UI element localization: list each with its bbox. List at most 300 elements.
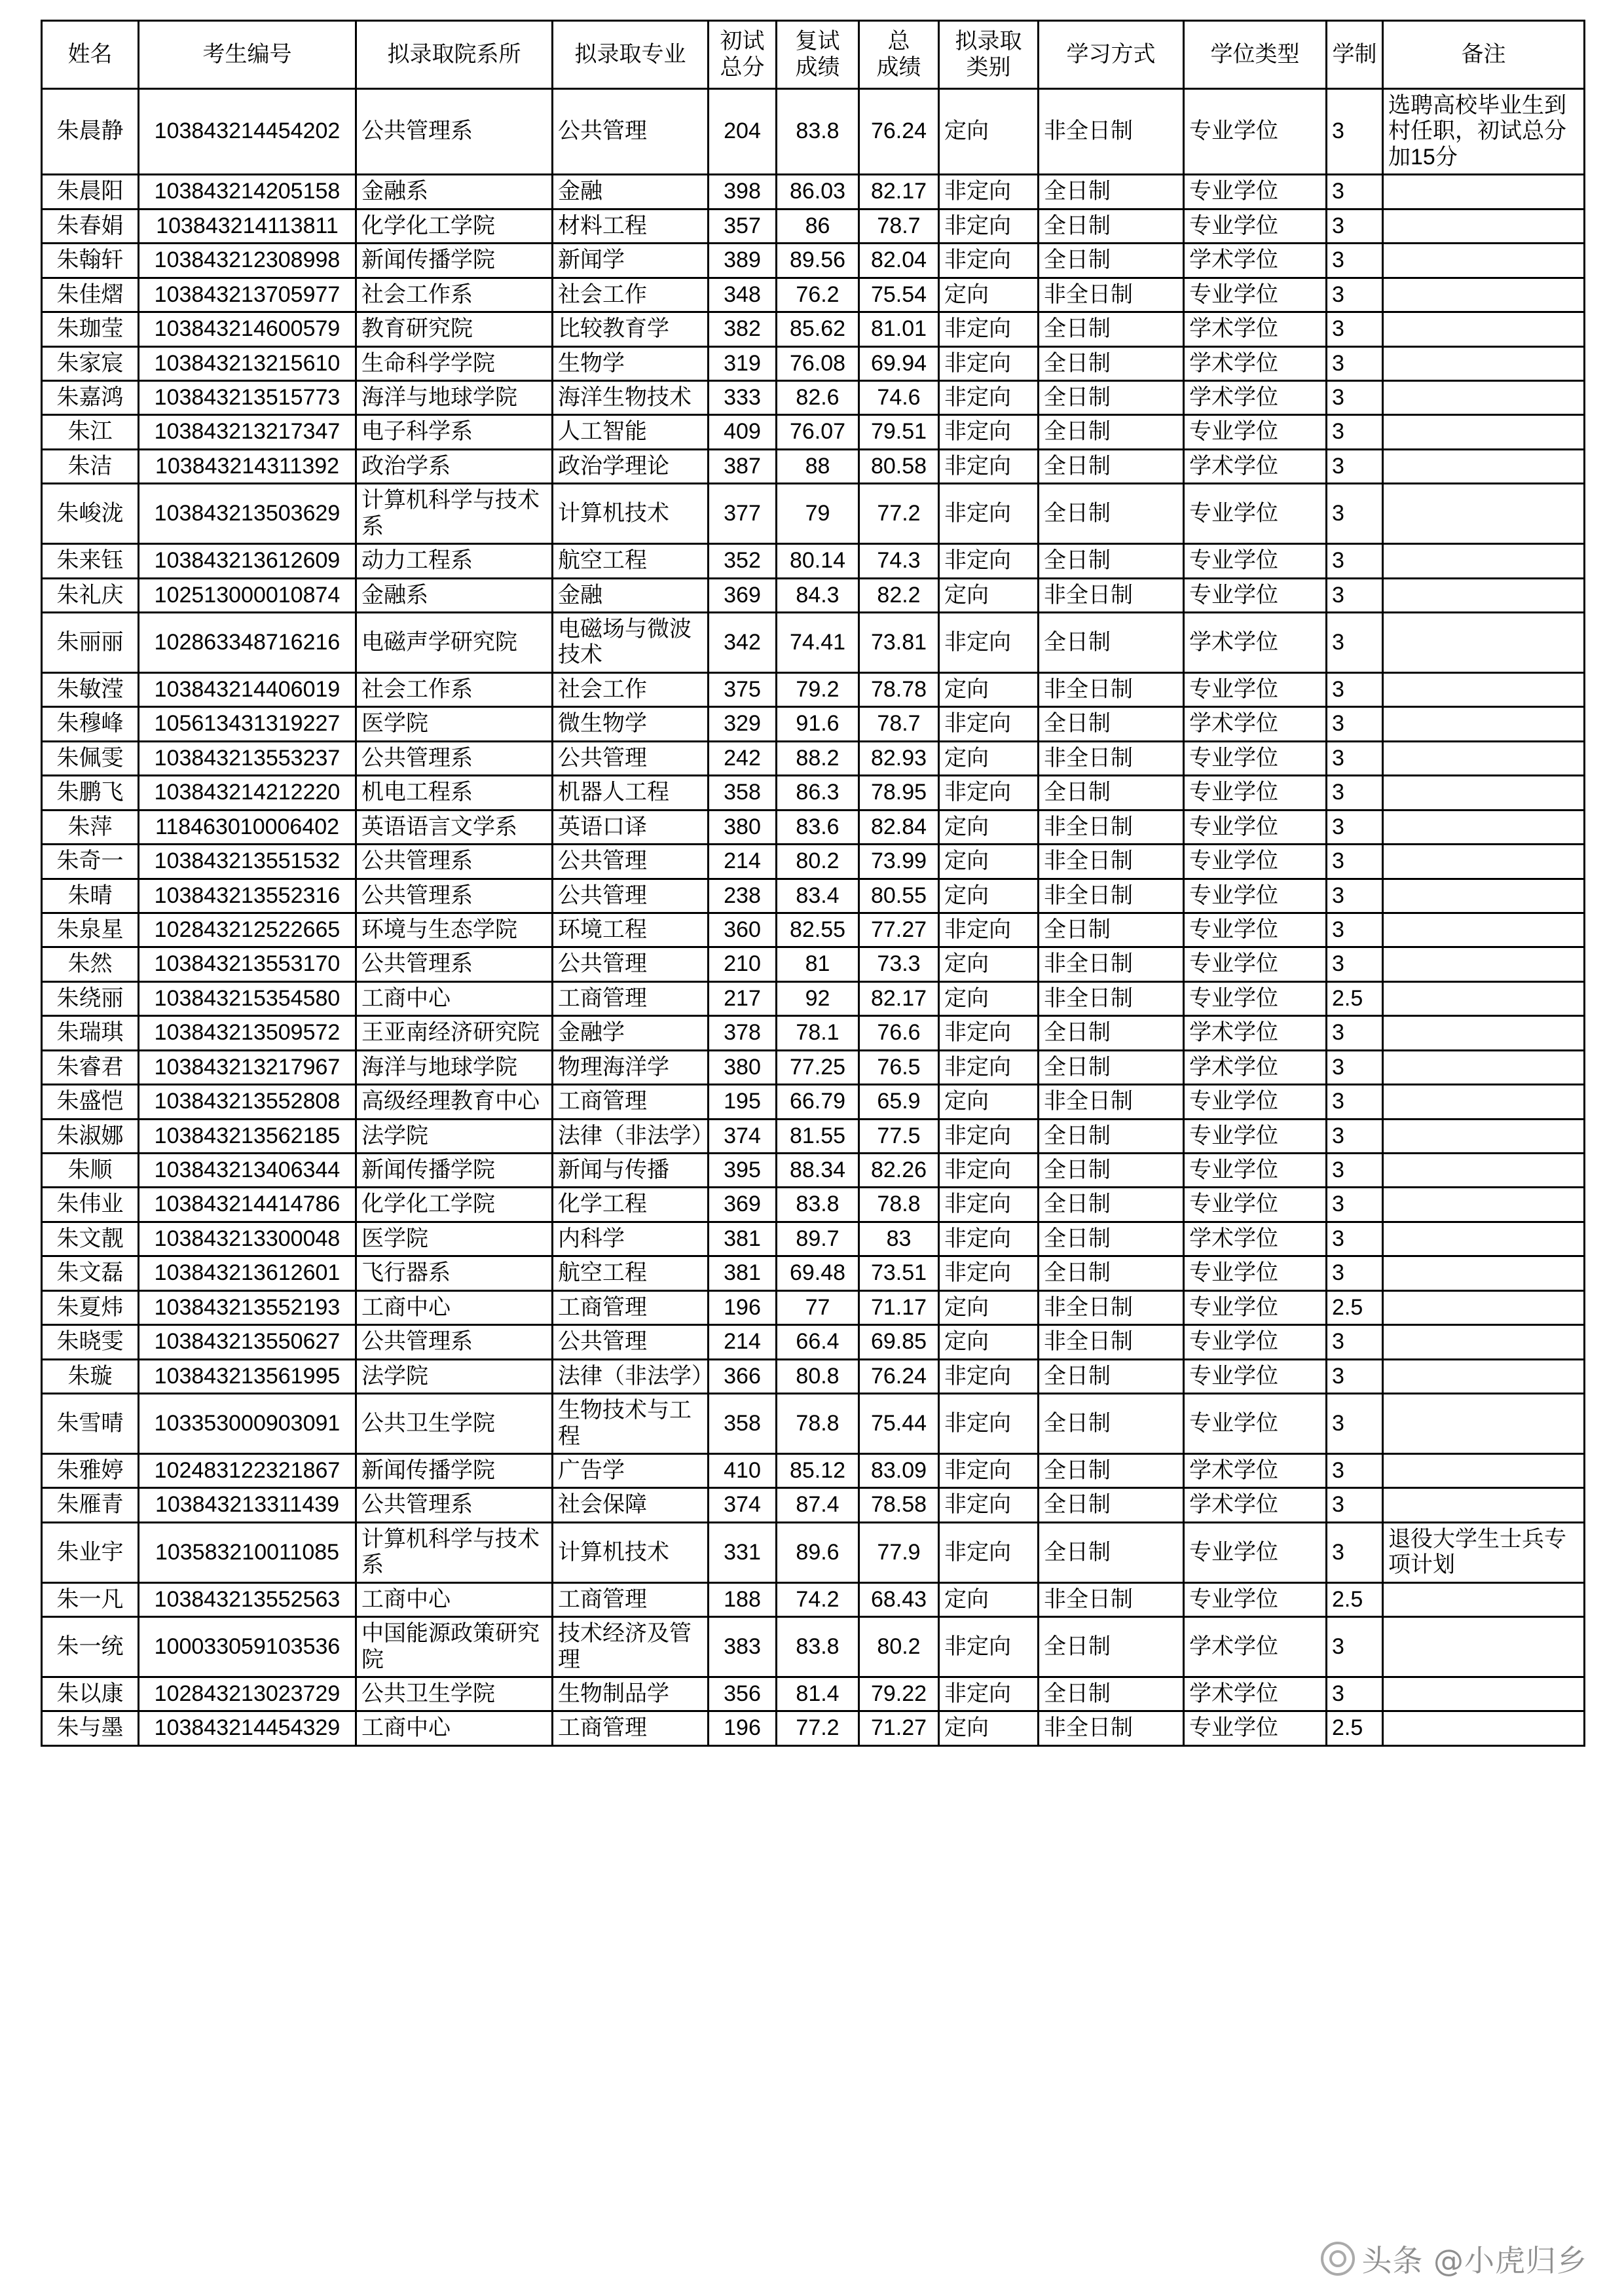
cell-study-mode: 全日制 xyxy=(1039,1119,1184,1153)
cell-admission-category: 非定向 xyxy=(939,776,1039,810)
cell-retest-score: 83.4 xyxy=(777,879,859,913)
cell-degree-type: 学术学位 xyxy=(1184,1453,1327,1487)
cell-major: 人工智能 xyxy=(553,415,709,449)
cell-major: 金融学 xyxy=(553,1016,709,1050)
cell-total-score: 80.55 xyxy=(859,879,939,913)
cell-preliminary-score: 204 xyxy=(709,89,777,175)
cell-admission-category: 非定向 xyxy=(939,1050,1039,1084)
cell-remarks xyxy=(1383,312,1585,346)
cell-retest-score: 81 xyxy=(777,947,859,981)
cell-candidate-id: 102483122321867 xyxy=(139,1453,356,1487)
cell-major: 机器人工程 xyxy=(553,776,709,810)
cell-admission-category: 非定向 xyxy=(939,449,1039,483)
cell-retest-score: 78.8 xyxy=(777,1394,859,1454)
cell-candidate-id: 103843213552193 xyxy=(139,1290,356,1324)
table-row xyxy=(42,209,1585,243)
cell-degree-type: 专业学位 xyxy=(1184,879,1327,913)
cell-major: 内科学 xyxy=(553,1222,709,1256)
cell-total-score: 75.44 xyxy=(859,1394,939,1454)
cell-duration: 3 xyxy=(1327,845,1383,879)
cell-candidate-id: 103843213509572 xyxy=(139,1016,356,1050)
cell-admission-category: 非定向 xyxy=(939,1119,1039,1153)
cell-department: 公共管理系 xyxy=(356,1488,553,1522)
cell-duration: 3 xyxy=(1327,1325,1383,1359)
cell-major: 环境工程 xyxy=(553,913,709,947)
column-header-admission-category xyxy=(939,21,1039,89)
cell-department: 社会工作系 xyxy=(356,672,553,706)
cell-preliminary-score: 352 xyxy=(709,544,777,578)
cell-major: 生物学 xyxy=(553,346,709,380)
cell-admission-category: 定向 xyxy=(939,578,1039,612)
cell-admission-category: 定向 xyxy=(939,89,1039,175)
cell-department: 新闻传播学院 xyxy=(356,1154,553,1188)
cell-duration: 3 xyxy=(1327,244,1383,278)
cell-remarks xyxy=(1383,1394,1585,1454)
cell-duration: 2.5 xyxy=(1327,981,1383,1015)
cell-retest-score: 77.25 xyxy=(777,1050,859,1084)
cell-remarks xyxy=(1383,346,1585,380)
cell-retest-score: 74.41 xyxy=(777,613,859,673)
cell-candidate-id: 103843213552563 xyxy=(139,1582,356,1616)
cell-retest-score: 79.2 xyxy=(777,672,859,706)
table-row xyxy=(42,1617,1585,1677)
cell-student-name: 朱穆峰 xyxy=(42,707,139,741)
cell-duration: 3 xyxy=(1327,380,1383,414)
cell-student-name: 朱佳熠 xyxy=(42,278,139,312)
cell-duration: 3 xyxy=(1327,1488,1383,1522)
cell-student-name: 朱与墨 xyxy=(42,1711,139,1745)
cell-degree-type: 专业学位 xyxy=(1184,947,1327,981)
cell-candidate-id: 103843213552316 xyxy=(139,879,356,913)
cell-retest-score: 88.2 xyxy=(777,741,859,775)
column-header-duration xyxy=(1327,21,1383,89)
cell-candidate-id: 103843213553237 xyxy=(139,741,356,775)
cell-degree-type: 专业学位 xyxy=(1184,1188,1327,1222)
table-row xyxy=(42,1394,1585,1454)
cell-major: 金融 xyxy=(553,578,709,612)
table-row xyxy=(42,776,1585,810)
cell-candidate-id: 103843213612609 xyxy=(139,544,356,578)
cell-major: 社会保障 xyxy=(553,1488,709,1522)
cell-duration: 3 xyxy=(1327,1188,1383,1222)
cell-study-mode: 全日制 xyxy=(1039,1188,1184,1222)
column-header-degree-type xyxy=(1184,21,1327,89)
cell-degree-type: 学术学位 xyxy=(1184,380,1327,414)
cell-remarks xyxy=(1383,981,1585,1015)
table-row xyxy=(42,175,1585,209)
cell-degree-type: 学术学位 xyxy=(1184,1222,1327,1256)
cell-student-name: 朱业宇 xyxy=(42,1522,139,1582)
cell-admission-category: 定向 xyxy=(939,672,1039,706)
cell-remarks xyxy=(1383,1617,1585,1677)
cell-total-score: 79.51 xyxy=(859,415,939,449)
table-row xyxy=(42,810,1585,844)
cell-degree-type: 学术学位 xyxy=(1184,1488,1327,1522)
cell-candidate-id: 103843214600579 xyxy=(139,312,356,346)
cell-study-mode: 全日制 xyxy=(1039,1154,1184,1188)
cell-remarks xyxy=(1383,380,1585,414)
cell-retest-score: 91.6 xyxy=(777,707,859,741)
cell-department: 新闻传播学院 xyxy=(356,1453,553,1487)
cell-duration: 3 xyxy=(1327,810,1383,844)
cell-study-mode: 非全日制 xyxy=(1039,1325,1184,1359)
cell-degree-type: 学术学位 xyxy=(1184,312,1327,346)
cell-preliminary-score: 380 xyxy=(709,810,777,844)
table-row xyxy=(42,1677,1585,1711)
cell-candidate-id: 103843215354580 xyxy=(139,981,356,1015)
cell-admission-category: 定向 xyxy=(939,810,1039,844)
cell-degree-type: 专业学位 xyxy=(1184,1085,1327,1119)
toutiao-logo-icon xyxy=(1321,2242,1355,2276)
cell-study-mode: 全日制 xyxy=(1039,449,1184,483)
cell-major: 英语口译 xyxy=(553,810,709,844)
cell-department: 法学院 xyxy=(356,1359,553,1393)
cell-admission-category: 非定向 xyxy=(939,1359,1039,1393)
cell-retest-score: 83.8 xyxy=(777,89,859,175)
cell-major: 工商管理 xyxy=(553,1582,709,1616)
cell-department: 公共管理系 xyxy=(356,947,553,981)
cell-total-score: 82.17 xyxy=(859,981,939,1015)
cell-student-name: 朱萍 xyxy=(42,810,139,844)
cell-study-mode: 非全日制 xyxy=(1039,1711,1184,1745)
table-row xyxy=(42,578,1585,612)
header-label-preliminary-line1: 初试 xyxy=(720,29,765,54)
column-header-remarks xyxy=(1383,21,1585,89)
cell-candidate-id: 102513000010874 xyxy=(139,578,356,612)
cell-preliminary-score: 369 xyxy=(709,578,777,612)
cell-total-score: 77.9 xyxy=(859,1522,939,1582)
table-row xyxy=(42,672,1585,706)
cell-degree-type: 专业学位 xyxy=(1184,1154,1327,1188)
cell-candidate-id: 103843214454329 xyxy=(139,1711,356,1745)
cell-admission-category: 定向 xyxy=(939,981,1039,1015)
cell-degree-type: 学术学位 xyxy=(1184,707,1327,741)
cell-duration: 3 xyxy=(1327,415,1383,449)
cell-candidate-id: 103843214212220 xyxy=(139,776,356,810)
cell-candidate-id: 103843213311439 xyxy=(139,1488,356,1522)
cell-preliminary-score: 374 xyxy=(709,1119,777,1153)
cell-degree-type: 专业学位 xyxy=(1184,1119,1327,1153)
cell-study-mode: 非全日制 xyxy=(1039,578,1184,612)
cell-remarks xyxy=(1383,1325,1585,1359)
cell-candidate-id: 103843213561995 xyxy=(139,1359,356,1393)
cell-total-score: 78.95 xyxy=(859,776,939,810)
cell-remarks xyxy=(1383,1453,1585,1487)
cell-admission-category: 非定向 xyxy=(939,1154,1039,1188)
cell-degree-type: 专业学位 xyxy=(1184,1582,1327,1616)
cell-degree-type: 专业学位 xyxy=(1184,776,1327,810)
cell-duration: 3 xyxy=(1327,449,1383,483)
cell-total-score: 77.27 xyxy=(859,913,939,947)
cell-retest-score: 89.56 xyxy=(777,244,859,278)
cell-preliminary-score: 333 xyxy=(709,380,777,414)
cell-study-mode: 全日制 xyxy=(1039,415,1184,449)
admission-results-table xyxy=(41,20,1585,1747)
cell-department: 教育研究院 xyxy=(356,312,553,346)
cell-total-score: 82.26 xyxy=(859,1154,939,1188)
cell-student-name: 朱雁青 xyxy=(42,1488,139,1522)
cell-retest-score: 86.3 xyxy=(777,776,859,810)
cell-department: 政治学系 xyxy=(356,449,553,483)
cell-preliminary-score: 381 xyxy=(709,1222,777,1256)
cell-study-mode: 全日制 xyxy=(1039,707,1184,741)
cell-remarks xyxy=(1383,1016,1585,1050)
cell-study-mode: 非全日制 xyxy=(1039,741,1184,775)
cell-study-mode: 非全日制 xyxy=(1039,879,1184,913)
cell-degree-type: 专业学位 xyxy=(1184,278,1327,312)
cell-remarks xyxy=(1383,776,1585,810)
cell-remarks xyxy=(1383,845,1585,879)
cell-study-mode: 全日制 xyxy=(1039,1488,1184,1522)
cell-candidate-id: 103353000903091 xyxy=(139,1394,356,1454)
cell-candidate-id: 103843214414786 xyxy=(139,1188,356,1222)
cell-retest-score: 80.14 xyxy=(777,544,859,578)
table-row xyxy=(42,1582,1585,1616)
cell-major: 航空工程 xyxy=(553,1256,709,1290)
cell-candidate-id: 103843213217347 xyxy=(139,415,356,449)
cell-student-name: 朱绕丽 xyxy=(42,981,139,1015)
cell-preliminary-score: 331 xyxy=(709,1522,777,1582)
cell-total-score: 74.3 xyxy=(859,544,939,578)
cell-student-name: 朱家宸 xyxy=(42,346,139,380)
cell-department: 生命科学学院 xyxy=(356,346,553,380)
table-row xyxy=(42,981,1585,1015)
cell-degree-type: 专业学位 xyxy=(1184,175,1327,209)
cell-total-score: 69.94 xyxy=(859,346,939,380)
cell-preliminary-score: 196 xyxy=(709,1290,777,1324)
cell-total-score: 73.81 xyxy=(859,613,939,673)
cell-total-score: 80.58 xyxy=(859,449,939,483)
cell-degree-type: 专业学位 xyxy=(1184,1325,1327,1359)
cell-major: 计算机技术 xyxy=(553,484,709,544)
cell-study-mode: 全日制 xyxy=(1039,1677,1184,1711)
cell-candidate-id: 103583210011085 xyxy=(139,1522,356,1582)
cell-total-score: 77.2 xyxy=(859,484,939,544)
cell-preliminary-score: 342 xyxy=(709,613,777,673)
cell-student-name: 朱春娟 xyxy=(42,209,139,243)
cell-duration: 3 xyxy=(1327,209,1383,243)
cell-department: 海洋与地球学院 xyxy=(356,380,553,414)
cell-remarks xyxy=(1383,578,1585,612)
cell-total-score: 81.01 xyxy=(859,312,939,346)
cell-remarks xyxy=(1383,1188,1585,1222)
column-header-preliminary-score xyxy=(709,21,777,89)
cell-preliminary-score: 358 xyxy=(709,1394,777,1454)
cell-department: 公共管理系 xyxy=(356,879,553,913)
cell-candidate-id: 103843213552808 xyxy=(139,1085,356,1119)
table-row xyxy=(42,1488,1585,1522)
cell-total-score: 77.5 xyxy=(859,1119,939,1153)
cell-preliminary-score: 242 xyxy=(709,741,777,775)
cell-student-name: 朱一凡 xyxy=(42,1582,139,1616)
cell-degree-type: 专业学位 xyxy=(1184,1359,1327,1393)
cell-retest-score: 77 xyxy=(777,1290,859,1324)
cell-student-name: 朱珈莹 xyxy=(42,312,139,346)
cell-degree-type: 专业学位 xyxy=(1184,981,1327,1015)
cell-preliminary-score: 383 xyxy=(709,1617,777,1677)
cell-student-name: 朱嘉鸿 xyxy=(42,380,139,414)
cell-retest-score: 69.48 xyxy=(777,1256,859,1290)
cell-department: 公共管理系 xyxy=(356,845,553,879)
cell-preliminary-score: 360 xyxy=(709,913,777,947)
cell-remarks xyxy=(1383,1488,1585,1522)
cell-preliminary-score: 214 xyxy=(709,845,777,879)
cell-student-name: 朱睿君 xyxy=(42,1050,139,1084)
cell-student-name: 朱伟业 xyxy=(42,1188,139,1222)
cell-candidate-id: 103843213562185 xyxy=(139,1119,356,1153)
cell-preliminary-score: 387 xyxy=(709,449,777,483)
cell-retest-score: 81.55 xyxy=(777,1119,859,1153)
cell-admission-category: 定向 xyxy=(939,1582,1039,1616)
cell-candidate-id: 103843214406019 xyxy=(139,672,356,706)
cell-department: 工商中心 xyxy=(356,1582,553,1616)
cell-student-name: 朱顺 xyxy=(42,1154,139,1188)
cell-total-score: 82.2 xyxy=(859,578,939,612)
cell-retest-score: 82.55 xyxy=(777,913,859,947)
cell-total-score: 78.8 xyxy=(859,1188,939,1222)
cell-major: 公共管理 xyxy=(553,89,709,175)
cell-candidate-id: 103843213406344 xyxy=(139,1154,356,1188)
cell-admission-category: 定向 xyxy=(939,879,1039,913)
cell-study-mode: 非全日制 xyxy=(1039,89,1184,175)
cell-retest-score: 77.2 xyxy=(777,1711,859,1745)
cell-study-mode: 全日制 xyxy=(1039,544,1184,578)
header-label-total-line1: 总 xyxy=(887,29,910,54)
cell-department: 化学化工学院 xyxy=(356,1188,553,1222)
cell-remarks xyxy=(1383,1582,1585,1616)
cell-department: 金融系 xyxy=(356,578,553,612)
cell-study-mode: 全日制 xyxy=(1039,1522,1184,1582)
cell-retest-score: 76.2 xyxy=(777,278,859,312)
table-row xyxy=(42,544,1585,578)
cell-study-mode: 全日制 xyxy=(1039,613,1184,673)
cell-duration: 3 xyxy=(1327,1154,1383,1188)
cell-retest-score: 76.08 xyxy=(777,346,859,380)
cell-candidate-id: 102843212522665 xyxy=(139,913,356,947)
cell-preliminary-score: 378 xyxy=(709,1016,777,1050)
cell-department: 动力工程系 xyxy=(356,544,553,578)
cell-major: 航空工程 xyxy=(553,544,709,578)
cell-duration: 3 xyxy=(1327,578,1383,612)
cell-preliminary-score: 217 xyxy=(709,981,777,1015)
cell-candidate-id: 103843213300048 xyxy=(139,1222,356,1256)
cell-retest-score: 92 xyxy=(777,981,859,1015)
cell-study-mode: 全日制 xyxy=(1039,244,1184,278)
cell-student-name: 朱翰轩 xyxy=(42,244,139,278)
cell-degree-type: 学术学位 xyxy=(1184,1016,1327,1050)
cell-degree-type: 专业学位 xyxy=(1184,1394,1327,1454)
cell-degree-type: 专业学位 xyxy=(1184,1711,1327,1745)
cell-retest-score: 86 xyxy=(777,209,859,243)
cell-study-mode: 全日制 xyxy=(1039,1453,1184,1487)
cell-degree-type: 学术学位 xyxy=(1184,613,1327,673)
header-label-total-line2: 成绩 xyxy=(876,54,921,80)
cell-total-score: 80.2 xyxy=(859,1617,939,1677)
cell-student-name: 朱雪晴 xyxy=(42,1394,139,1454)
cell-admission-category: 非定向 xyxy=(939,346,1039,380)
cell-candidate-id: 103843213551532 xyxy=(139,845,356,879)
header-row xyxy=(42,21,1585,89)
watermark xyxy=(1321,2237,1587,2280)
cell-study-mode: 全日制 xyxy=(1039,913,1184,947)
cell-study-mode: 非全日制 xyxy=(1039,1290,1184,1324)
cell-duration: 3 xyxy=(1327,1394,1383,1454)
cell-degree-type: 专业学位 xyxy=(1184,89,1327,175)
cell-study-mode: 全日制 xyxy=(1039,1256,1184,1290)
cell-department: 医学院 xyxy=(356,707,553,741)
cell-candidate-id: 103843213553170 xyxy=(139,947,356,981)
cell-degree-type: 专业学位 xyxy=(1184,1256,1327,1290)
cell-candidate-id: 103843214454202 xyxy=(139,89,356,175)
cell-admission-category: 定向 xyxy=(939,1290,1039,1324)
cell-student-name: 朱敏滢 xyxy=(42,672,139,706)
cell-preliminary-score: 366 xyxy=(709,1359,777,1393)
cell-preliminary-score: 210 xyxy=(709,947,777,981)
cell-department: 社会工作系 xyxy=(356,278,553,312)
header-label-retest-line1: 复试 xyxy=(795,29,840,54)
header-label-name: 姓名 xyxy=(67,41,113,67)
cell-total-score: 73.51 xyxy=(859,1256,939,1290)
cell-major: 新闻与传播 xyxy=(553,1154,709,1188)
cell-major: 法律（非法学） xyxy=(553,1119,709,1153)
cell-duration: 3 xyxy=(1327,1359,1383,1393)
cell-candidate-id: 102863348716216 xyxy=(139,613,356,673)
cell-preliminary-score: 214 xyxy=(709,1325,777,1359)
table-row xyxy=(42,1453,1585,1487)
cell-duration: 2.5 xyxy=(1327,1582,1383,1616)
cell-degree-type: 专业学位 xyxy=(1184,810,1327,844)
cell-candidate-id: 103843213217967 xyxy=(139,1050,356,1084)
cell-major: 公共管理 xyxy=(553,879,709,913)
cell-duration: 3 xyxy=(1327,278,1383,312)
cell-candidate-id: 100033059103536 xyxy=(139,1617,356,1677)
cell-department: 公共管理系 xyxy=(356,1325,553,1359)
cell-total-score: 82.93 xyxy=(859,741,939,775)
table-row xyxy=(42,1222,1585,1256)
cell-department: 金融系 xyxy=(356,175,553,209)
cell-degree-type: 学术学位 xyxy=(1184,1050,1327,1084)
cell-student-name: 朱文靓 xyxy=(42,1222,139,1256)
header-label-duration: 学制 xyxy=(1332,41,1377,67)
cell-student-name: 朱鹏飞 xyxy=(42,776,139,810)
admission-results-sheet xyxy=(41,20,1583,1747)
cell-student-name: 朱礼庆 xyxy=(42,578,139,612)
cell-study-mode: 全日制 xyxy=(1039,380,1184,414)
column-header-study-mode xyxy=(1039,21,1184,89)
table-row xyxy=(42,278,1585,312)
cell-major: 材料工程 xyxy=(553,209,709,243)
cell-duration: 3 xyxy=(1327,346,1383,380)
cell-duration: 3 xyxy=(1327,1222,1383,1256)
cell-study-mode: 非全日制 xyxy=(1039,810,1184,844)
cell-degree-type: 学术学位 xyxy=(1184,244,1327,278)
cell-admission-category: 非定向 xyxy=(939,1256,1039,1290)
cell-remarks xyxy=(1383,810,1585,844)
cell-admission-category: 非定向 xyxy=(939,1617,1039,1677)
cell-department: 英语语言文学系 xyxy=(356,810,553,844)
cell-total-score: 79.22 xyxy=(859,1677,939,1711)
cell-department: 新闻传播学院 xyxy=(356,244,553,278)
table-row xyxy=(42,1711,1585,1745)
cell-remarks xyxy=(1383,175,1585,209)
cell-preliminary-score: 374 xyxy=(709,1488,777,1522)
cell-study-mode: 全日制 xyxy=(1039,776,1184,810)
cell-study-mode: 非全日制 xyxy=(1039,981,1184,1015)
cell-total-score: 73.99 xyxy=(859,845,939,879)
cell-admission-category: 非定向 xyxy=(939,1188,1039,1222)
cell-retest-score: 80.8 xyxy=(777,1359,859,1393)
header-label-remarks: 备注 xyxy=(1461,41,1506,67)
